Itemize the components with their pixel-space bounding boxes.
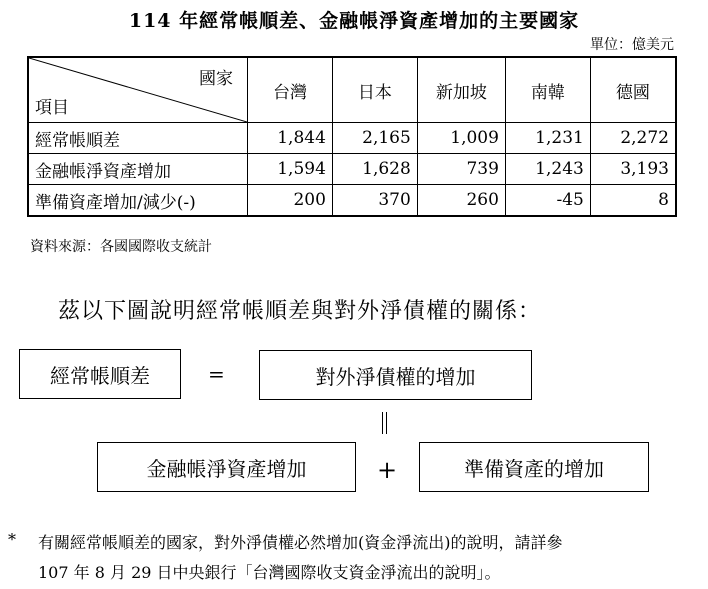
table-cell: 1,844	[248, 123, 333, 154]
table-cell: 1,243	[505, 154, 590, 185]
table-header-row	[28, 57, 676, 123]
footnote-marker: *	[8, 530, 16, 549]
row-label: 金融帳淨資產增加	[28, 154, 248, 185]
country-header: 台灣	[248, 57, 333, 123]
row-label: 準備資產增加/減少(-)	[28, 185, 248, 217]
footnote-line-2: 107 年 8 月 29 日中央銀行「台灣國際收支資金淨流出的說明」。	[38, 563, 501, 582]
data-table	[27, 56, 677, 217]
country-header: 德國	[590, 57, 676, 123]
footnote-line-1: 有關經常帳順差的國家，對外淨債權必然增加(資金淨流出)的說明，請詳參	[38, 533, 563, 552]
country-header: 南韓	[505, 57, 590, 123]
table-cell: -45	[505, 185, 590, 217]
financial-net-assets-box: 金融帳淨資產增加	[97, 442, 356, 492]
plus-sign: +	[377, 456, 398, 484]
table-cell: 1,231	[505, 123, 590, 154]
table-cell: 1,594	[248, 154, 333, 185]
reserve-assets-box: 準備資產的增加	[419, 442, 649, 492]
table-cell: 200	[248, 185, 333, 217]
current-account-box: 經常帳順差	[19, 349, 181, 399]
table-cell: 370	[332, 185, 417, 217]
source-note: 資料來源：各國國際收支統計	[30, 239, 212, 255]
unit-label: 單位：億美元	[590, 37, 674, 53]
table-row	[28, 185, 676, 217]
corner-item-label: 項目	[35, 98, 69, 118]
table-row	[28, 123, 676, 154]
net-foreign-assets-box: 對外淨債權的增加	[259, 350, 532, 400]
table-cell: 2,165	[332, 123, 417, 154]
corner-country-label: 國家	[199, 69, 233, 89]
row-label: 經常帳順差	[28, 123, 248, 154]
table-cell: 3,193	[590, 154, 676, 185]
country-header: 日本	[332, 57, 417, 123]
table-cell: 2,272	[590, 123, 676, 154]
equals-sign: =	[208, 362, 225, 386]
table-cell: 1,009	[417, 123, 505, 154]
corner-header-cell	[28, 57, 248, 123]
country-header: 新加坡	[417, 57, 505, 123]
explanation-text: 茲以下圖說明經常帳順差與對外淨債權的關係：	[58, 299, 542, 324]
table-cell: 8	[590, 185, 676, 217]
table-cell: 1,628	[332, 154, 417, 185]
vertical-equals-sign	[382, 412, 387, 434]
page-title: 114 年經常帳順差、金融帳淨資產增加的主要國家	[128, 10, 580, 32]
table-cell: 260	[417, 185, 505, 217]
table-cell: 739	[417, 154, 505, 185]
table-row	[28, 154, 676, 185]
